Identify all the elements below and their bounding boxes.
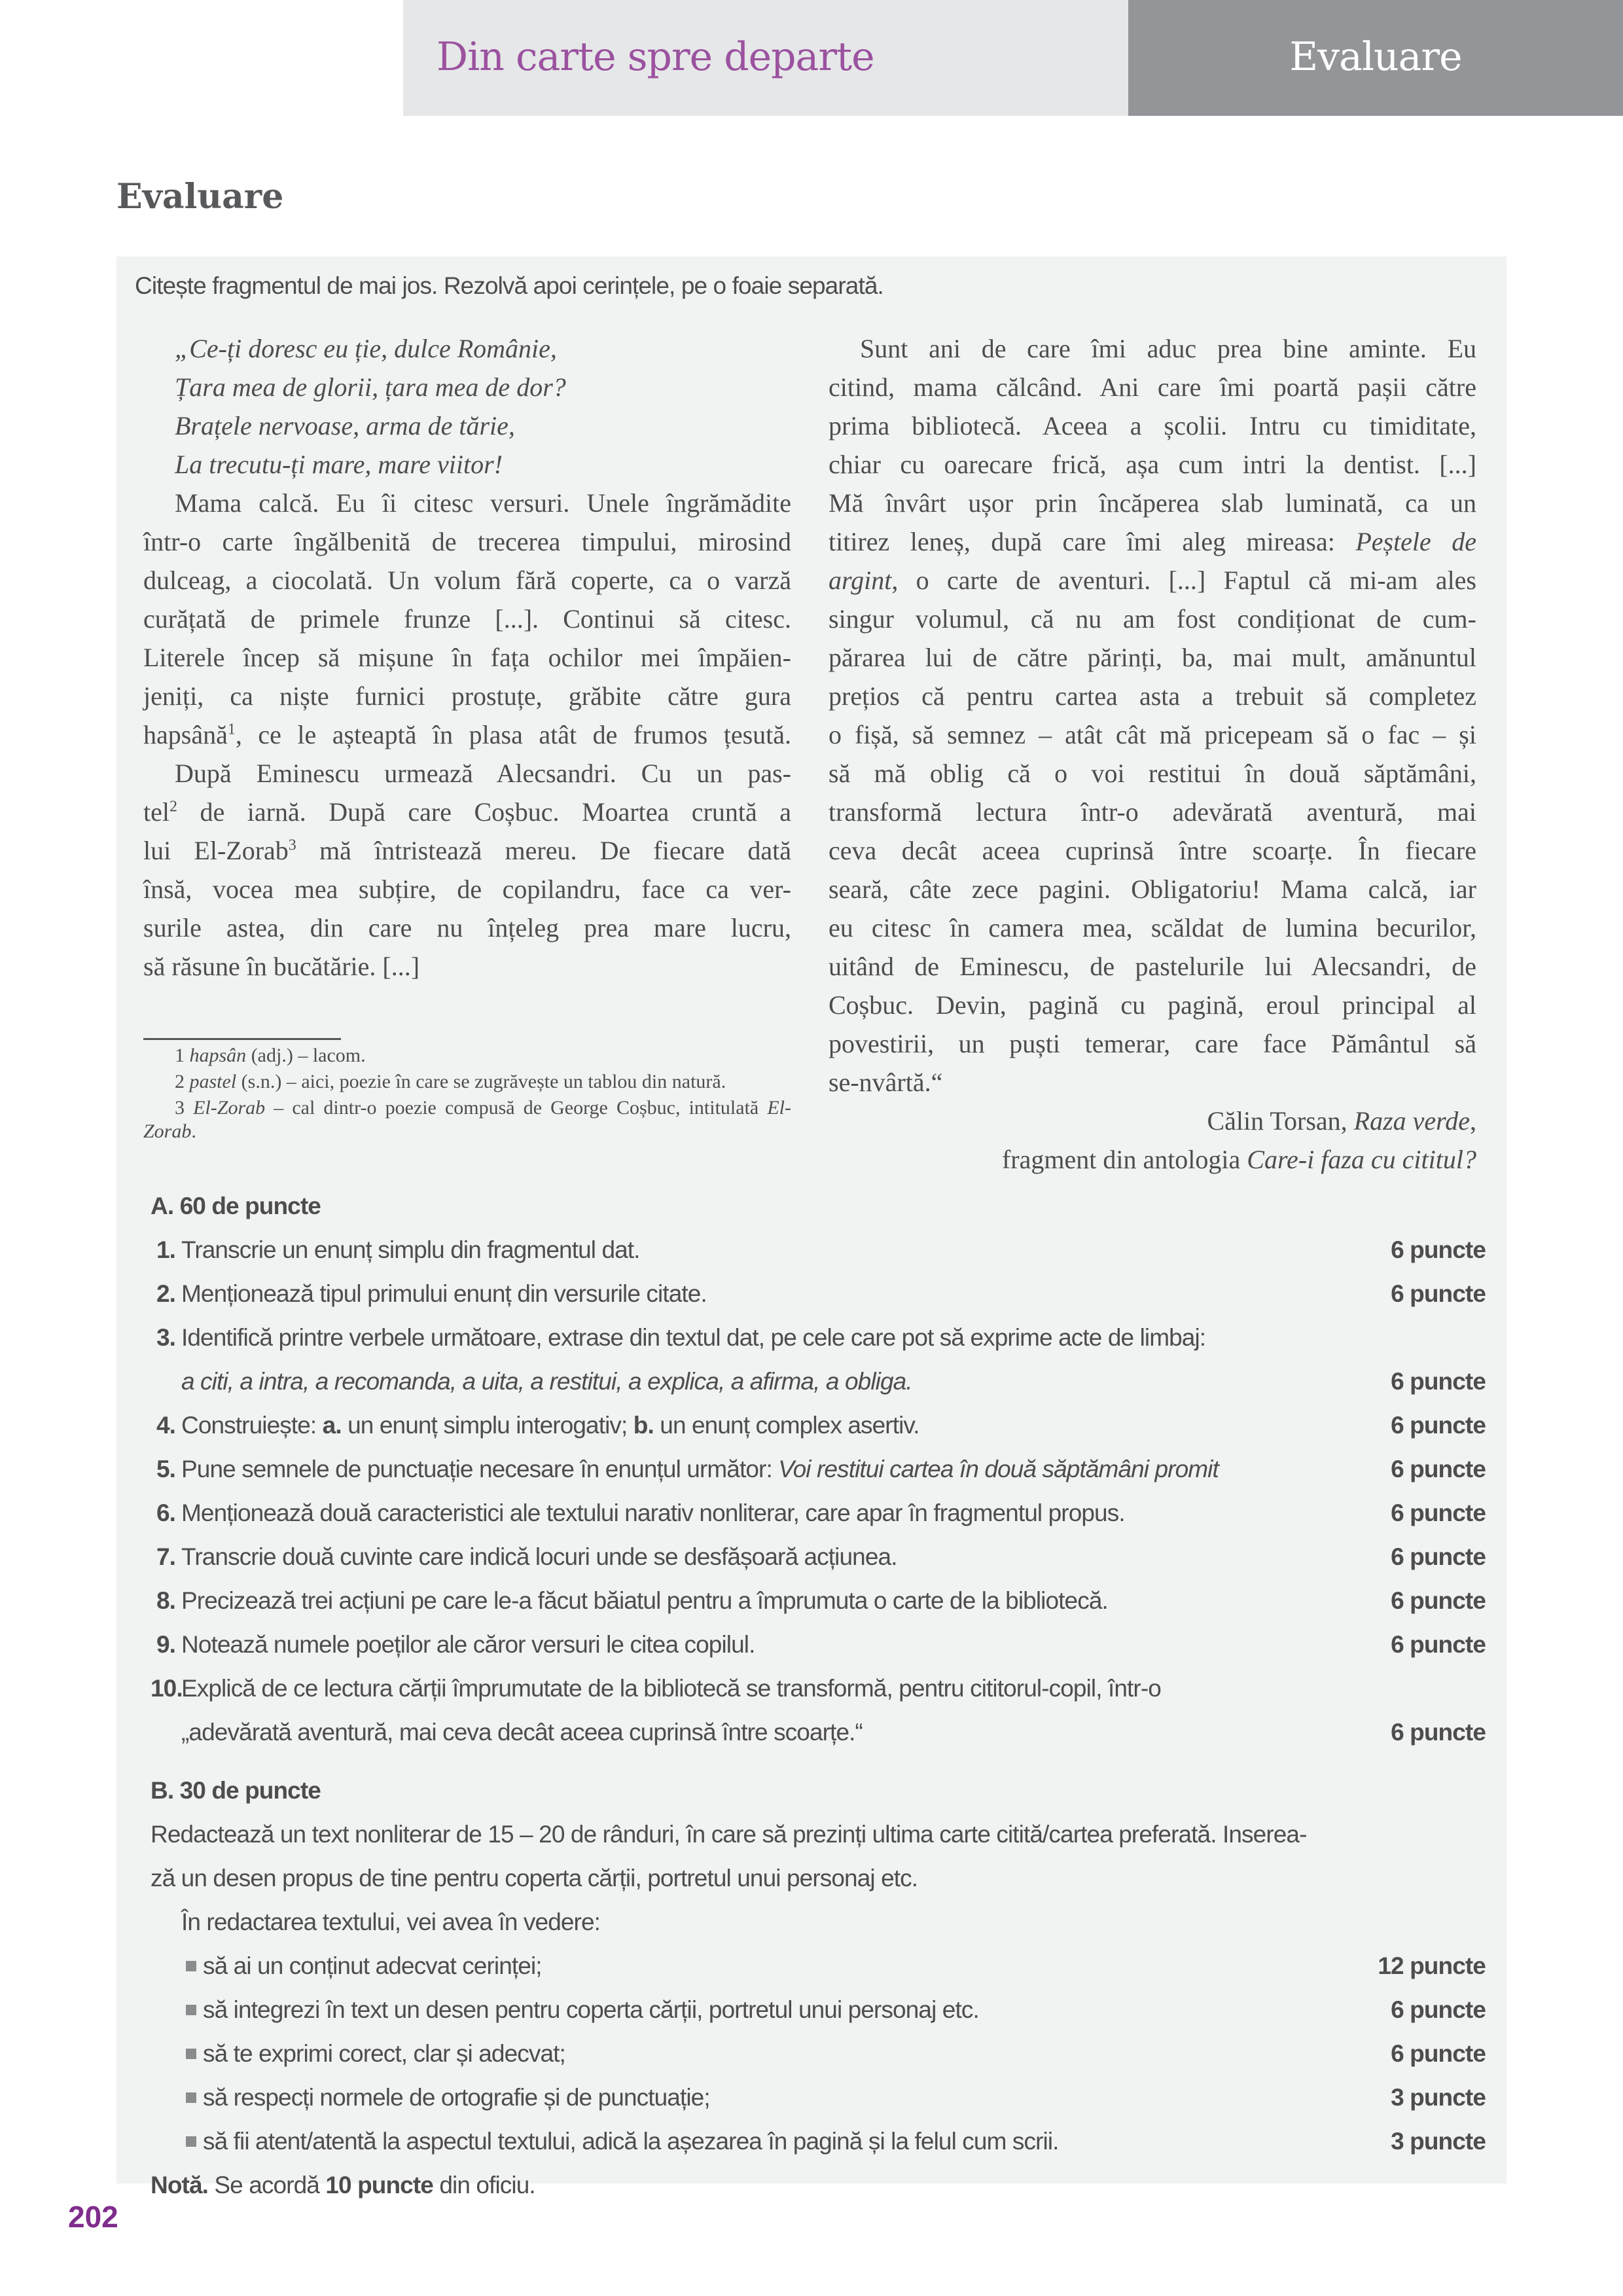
text-line bbox=[829, 329, 1476, 368]
text-line bbox=[829, 445, 1476, 484]
item-text bbox=[181, 1535, 897, 1579]
page-number: 202 bbox=[68, 2200, 118, 2234]
criterion-points: 12 puncte bbox=[1378, 1952, 1486, 1979]
text-segment: Mama calcă. Eu îi citesc versuri. Unele îngrămădite bbox=[175, 488, 791, 518]
text-line bbox=[143, 638, 791, 677]
text-segment: Literele încep să mișune în fața ochilor mei împăien- bbox=[143, 643, 791, 672]
criterion-points: 3 puncte bbox=[1391, 2128, 1486, 2155]
text-line bbox=[829, 522, 1476, 561]
requirement-item bbox=[151, 1535, 1486, 1579]
text-line bbox=[143, 715, 791, 754]
text-line bbox=[143, 600, 791, 638]
requirements bbox=[151, 1184, 1486, 2207]
note-segment: din oficiu. bbox=[433, 2172, 535, 2198]
text-line bbox=[143, 484, 791, 522]
note-label: Notă. bbox=[151, 2172, 209, 2198]
text-segment: Construiește: bbox=[181, 1412, 323, 1439]
criterion-item bbox=[151, 2075, 1486, 2119]
text-segment: povestirii, un puști temerar, care face Pământul să bbox=[829, 1029, 1476, 1058]
text-segment: (adj.) – lacom. bbox=[246, 1045, 366, 1066]
footnote-ref: 1 bbox=[227, 721, 236, 738]
square-bullet-icon bbox=[186, 2092, 196, 2103]
footnote bbox=[143, 1070, 791, 1094]
criterion-points: 3 puncte bbox=[1391, 2084, 1486, 2111]
item-points: 6 puncte bbox=[1391, 1719, 1486, 1746]
text-line bbox=[143, 870, 791, 908]
text-segment: argint bbox=[829, 565, 892, 595]
text-column-left bbox=[143, 329, 791, 986]
text-segment: , ce le așteaptă în plasa atât de frumos țesută. bbox=[235, 720, 791, 749]
text-line bbox=[829, 368, 1476, 406]
item-points: 6 puncte bbox=[1391, 1499, 1486, 1526]
text-segment: 2 bbox=[175, 1071, 190, 1092]
item-number: 10. bbox=[151, 1675, 183, 1702]
text-line bbox=[143, 522, 791, 561]
spacer bbox=[151, 1754, 1486, 1768]
text-segment: seară, câte zece pagini. Obligatoriu! Mama calcă, iar bbox=[829, 874, 1476, 904]
text-segment: El-Zorab bbox=[193, 1097, 266, 1119]
item-text bbox=[181, 1447, 1219, 1491]
task-line bbox=[151, 1812, 1486, 1856]
text-line bbox=[143, 677, 791, 715]
text-segment: Notează numele poeților ale căror versuri le citea copilul. bbox=[181, 1631, 755, 1658]
square-bullet-icon bbox=[186, 2005, 196, 2015]
section-label: Evaluare bbox=[1289, 34, 1462, 80]
item-points: 6 puncte bbox=[1391, 1631, 1486, 1658]
text-segment: Brațele nervoase, arma de tărie, bbox=[175, 411, 515, 440]
poem-line bbox=[143, 329, 791, 368]
text-segment: (s.n.) – aici, poezie în care se zugrăvește un tablou din natură. bbox=[236, 1071, 726, 1092]
item-points: 6 puncte bbox=[1391, 1456, 1486, 1482]
chapter-title: Din carte spre departe bbox=[437, 34, 874, 80]
text-line bbox=[829, 715, 1476, 754]
item-number: 2. bbox=[156, 1280, 175, 1307]
item-text bbox=[181, 1316, 1205, 1359]
criteria-intro-text: În redactarea textului, vei avea în vedere: bbox=[181, 1909, 601, 1935]
text-line bbox=[829, 754, 1476, 793]
text-segment: „Ce-ți doresc eu ție, dulce Românie, bbox=[175, 334, 557, 363]
item-number: 1. bbox=[156, 1236, 175, 1263]
text-segment: Precizează trei acțiuni pe care le-a făcut băiatul pentru a împrumuta o carte de la bibliotecă. bbox=[181, 1587, 1108, 1614]
text-segment: se-nvârtă.“ bbox=[829, 1067, 943, 1097]
item-number: 6. bbox=[156, 1499, 175, 1526]
text-line bbox=[829, 947, 1476, 986]
text-line bbox=[143, 947, 791, 986]
task-line bbox=[151, 1856, 1486, 1900]
text-segment: să răsune în bucătărie. [...] bbox=[143, 952, 420, 981]
text-segment: a. bbox=[322, 1412, 342, 1439]
text-segment: El-Zorab bbox=[143, 1097, 791, 1142]
text-segment: o fișă, să semnez – atât cât mă pricepeam să o fac – și bbox=[829, 720, 1476, 749]
text-segment: . bbox=[191, 1121, 196, 1142]
item-points: 6 puncte bbox=[1391, 1236, 1486, 1263]
text-segment: titirez leneș, după care îmi aleg mireasa: bbox=[829, 527, 1356, 556]
text-segment: chiar cu oarecare frică, așa cum intri la dentist. [...] bbox=[829, 450, 1476, 479]
criterion-text: să te exprimi corect, clar și adecvat; bbox=[203, 2040, 565, 2067]
item-number: 9. bbox=[156, 1631, 175, 1658]
item-points: 6 puncte bbox=[1391, 1368, 1486, 1395]
requirement-item bbox=[151, 1491, 1486, 1535]
text-line bbox=[829, 561, 1476, 600]
criterion-item bbox=[151, 1944, 1486, 1988]
text-segment: să mă oblig că o voi restitui în două săptămâni, bbox=[829, 759, 1476, 788]
item-number: 8. bbox=[156, 1587, 175, 1614]
criterion-item bbox=[151, 1988, 1486, 2032]
text-segment: hapsână bbox=[143, 720, 228, 749]
text-segment: surile astea, din care nu înțeleg prea mare lucru, bbox=[143, 913, 791, 942]
criterion-text: să respecți normele de ortografie și de punctuație; bbox=[203, 2084, 710, 2111]
text-segment: prețios că pentru cartea asta a trebuit să completez bbox=[829, 681, 1476, 711]
text-segment: Mă învârt ușor prin încăperea slab luminată, ca un bbox=[829, 488, 1476, 518]
note-bold: 10 puncte bbox=[325, 2172, 433, 2198]
section-heading: B. 30 de puncte bbox=[151, 1777, 321, 1804]
requirement-item bbox=[151, 1623, 1486, 1666]
text-line bbox=[143, 831, 791, 870]
note-segment: Se acordă bbox=[208, 2172, 326, 2198]
requirement-item bbox=[151, 1316, 1486, 1359]
text-segment: Pune semnele de punctuație necesare în enunțul următor: bbox=[181, 1456, 779, 1482]
header-section-bar bbox=[1128, 0, 1623, 116]
requirement-item bbox=[151, 1579, 1486, 1623]
requirement-item bbox=[151, 1710, 1486, 1754]
item-points: 6 puncte bbox=[1391, 1543, 1486, 1570]
text-segment: La trecutu-ți mare, mare viitor! bbox=[175, 450, 503, 479]
text-segment: Țara mea de glorii, țara mea de dor? bbox=[175, 372, 566, 402]
poem-line bbox=[143, 368, 791, 406]
text-segment: ceva decât aceea cuprinsă între scoarțe. În fiecare bbox=[829, 836, 1476, 865]
text-segment: fragment din antologia bbox=[1001, 1145, 1247, 1174]
text-line bbox=[829, 638, 1476, 677]
text-segment: pastel bbox=[189, 1071, 237, 1092]
text-line bbox=[829, 793, 1476, 831]
text-line bbox=[829, 870, 1476, 908]
text-line bbox=[143, 754, 791, 793]
text-line bbox=[829, 484, 1476, 522]
text-segment: eu citesc în camera mea, scăldat de lumina becurilor, bbox=[829, 913, 1476, 942]
instructions: Citește fragmentul de mai jos. Rezolvă apoi cerințele, pe o foaie separată. bbox=[135, 272, 883, 299]
text-line bbox=[829, 406, 1476, 445]
footnote-divider bbox=[143, 1038, 341, 1040]
attribution-line bbox=[829, 1140, 1476, 1179]
criterion-points: 6 puncte bbox=[1391, 1996, 1486, 2023]
criterion-text: să ai un conținut adecvat cerinței; bbox=[203, 1952, 542, 1979]
text-segment: părarea lui de către părinți, ba, mai mult, amănuntul bbox=[829, 643, 1476, 672]
text-line bbox=[143, 793, 791, 831]
square-bullet-icon bbox=[186, 1961, 196, 1971]
text-segment: tel bbox=[143, 797, 169, 827]
text-segment: , o carte de aventuri. [...] Faptul că mi-am ales bbox=[891, 565, 1476, 595]
text-segment: mă întristează mereu. De fiecare dată bbox=[296, 836, 791, 865]
text-column-right bbox=[829, 329, 1476, 1179]
text-segment: într-o carte îngălbenită de trecerea timpului, mirosind bbox=[143, 527, 791, 556]
text-segment: Menționează două caracteristici ale textului narativ nonliterar, care apar în fragmentul propus. bbox=[181, 1499, 1125, 1526]
item-text bbox=[181, 1228, 640, 1272]
item-text bbox=[181, 1579, 1108, 1623]
footnote bbox=[143, 1044, 791, 1067]
text-segment: un enunț simplu interogativ; bbox=[341, 1412, 633, 1439]
text-segment: „adevărată aventură, mai ceva decât aceea cuprinsă între scoarțe.“ bbox=[181, 1719, 863, 1746]
text-segment: , bbox=[1470, 1106, 1476, 1136]
text-segment: Raza verde bbox=[1353, 1106, 1470, 1136]
text-line bbox=[829, 1063, 1476, 1102]
text-segment: uitând de Eminescu, de pastelurile lui Alecsandri, de bbox=[829, 952, 1476, 981]
text-segment: Menționează tipul primului enunț din versurile citate. bbox=[181, 1280, 707, 1307]
requirement-item bbox=[151, 1403, 1486, 1447]
footnote-ref: 2 bbox=[169, 798, 177, 816]
text-segment: singur volumul, că nu am fost condiționat de cum- bbox=[829, 604, 1476, 634]
text-segment: Sunt ani de care îmi aduc prea bine aminte. Eu bbox=[860, 334, 1476, 363]
requirement-item bbox=[151, 1228, 1486, 1272]
text-segment: – cal dintr-o poezie compusă de George Coșbuc, intitulată bbox=[265, 1097, 768, 1119]
text-segment: Explică de ce lectura cărții împrumutate de la bibliotecă se transformă, pentru cititorul-copil, într-o bbox=[181, 1675, 1161, 1702]
item-text bbox=[181, 1666, 1161, 1710]
text-segment: Voi restitui cartea în două săptămâni promit bbox=[778, 1456, 1219, 1482]
text-line bbox=[829, 908, 1476, 947]
text-segment: însă, vocea mea subțire, de copilandru, face ca ver- bbox=[143, 874, 791, 904]
text-segment: Transcrie două cuvinte care indică locuri unde se desfășoară acțiunea. bbox=[181, 1543, 897, 1570]
footnote-ref: 3 bbox=[288, 836, 296, 854]
text-line bbox=[829, 677, 1476, 715]
text-segment: După Eminescu urmează Alecsandri. Cu un pas- bbox=[175, 759, 791, 788]
item-text bbox=[181, 1710, 863, 1754]
poem-line bbox=[143, 445, 791, 484]
text-segment: Transcrie un enunț simplu din fragmentul dat. bbox=[181, 1236, 640, 1263]
task-text: Redactează un text nonliterar de 15 – 20 de rânduri, în care să prezinți ultima carte citită/cartea preferată. Inserea- bbox=[151, 1821, 1307, 1848]
text-segment: dulceag, a ciocolată. Un volum fără coperte, ca o varză bbox=[143, 565, 791, 595]
requirement-item bbox=[151, 1447, 1486, 1491]
criterion-text: să fii atent/atentă la aspectul textului, adică la așezarea în pagină și la felul cum scrii. bbox=[203, 2128, 1059, 2155]
text-segment: hapsân bbox=[189, 1045, 247, 1066]
item-number: 4. bbox=[156, 1412, 175, 1439]
item-points: 6 puncte bbox=[1391, 1280, 1486, 1307]
text-segment: un enunț complex asertiv. bbox=[653, 1412, 919, 1439]
text-line bbox=[143, 908, 791, 947]
section-a-heading bbox=[151, 1184, 1486, 1228]
criterion-item bbox=[151, 2119, 1486, 2163]
text-segment: de iarnă. După care Coșbuc. Moartea cruntă a bbox=[177, 797, 791, 827]
text-line bbox=[829, 600, 1476, 638]
item-number: 5. bbox=[156, 1456, 175, 1482]
text-segment: citind, mama călcând. Ani care îmi poartă pașii către bbox=[829, 372, 1476, 402]
text-segment: Coșbuc. Devin, pagină cu pagină, eroul principal al bbox=[829, 990, 1476, 1020]
square-bullet-icon bbox=[186, 2136, 196, 2147]
text-segment: a citi, a intra, a recomanda, a uita, a restitui, a explica, a afirma, a obliga. bbox=[181, 1368, 912, 1395]
item-text bbox=[181, 1272, 707, 1316]
item-text bbox=[181, 1403, 919, 1447]
criterion-item bbox=[151, 2032, 1486, 2075]
text-line bbox=[143, 561, 791, 600]
text-segment: Peștele de bbox=[1355, 527, 1476, 556]
text-segment: 1 bbox=[175, 1045, 190, 1066]
footnote bbox=[143, 1096, 791, 1143]
item-points: 6 puncte bbox=[1391, 1412, 1486, 1439]
item-points: 6 puncte bbox=[1391, 1587, 1486, 1614]
poem-line bbox=[143, 406, 791, 445]
attribution-line bbox=[829, 1102, 1476, 1140]
text-segment: curățată de primele frunze [...]. Continui să citesc. bbox=[143, 604, 791, 634]
item-number: 7. bbox=[156, 1543, 175, 1570]
page-title: Evaluare bbox=[116, 177, 284, 217]
criterion-text: să integrezi în text un desen pentru coperta cărții, portretul unui personaj etc. bbox=[203, 1996, 979, 2023]
text-segment: Identifică printre verbele următoare, extrase din textul dat, pe cele care pot să exprime acte de limbaj: bbox=[181, 1324, 1206, 1351]
square-bullet-icon bbox=[186, 2049, 196, 2059]
requirement-item bbox=[151, 1272, 1486, 1316]
text-line bbox=[829, 1024, 1476, 1063]
note bbox=[151, 2163, 1486, 2207]
requirement-item bbox=[151, 1666, 1486, 1710]
text-segment: transformă lectura într-o adevărată aventură, mai bbox=[829, 797, 1476, 827]
section-heading: A. 60 de puncte bbox=[151, 1193, 321, 1219]
item-number: 3. bbox=[156, 1324, 175, 1351]
text-segment: 3 bbox=[175, 1097, 194, 1119]
item-text bbox=[181, 1359, 912, 1403]
note-text bbox=[151, 2163, 535, 2207]
text-line bbox=[829, 986, 1476, 1024]
text-segment: lui El-Zorab bbox=[143, 836, 289, 865]
text-line bbox=[829, 831, 1476, 870]
footnotes bbox=[143, 1044, 791, 1146]
text-segment: Călin Torsan, bbox=[1207, 1106, 1354, 1136]
text-segment: prima bibliotecă. Aceea a școlii. Intru cu timiditate, bbox=[829, 411, 1476, 440]
text-segment: Care-i faza cu cititul? bbox=[1247, 1145, 1476, 1174]
task-text: ză un desen propus de tine pentru coperta cărții, portretul unui personaj etc. bbox=[151, 1865, 918, 1892]
item-text bbox=[181, 1623, 755, 1666]
text-segment: jeniți, ca niște furnici prostuțe, grăbite către gura bbox=[143, 681, 791, 711]
criteria-intro bbox=[151, 1900, 1486, 1944]
section-b-heading bbox=[151, 1768, 1486, 1812]
header-chapter-bar bbox=[403, 0, 1128, 116]
text-segment: b. bbox=[633, 1412, 654, 1439]
criterion-points: 6 puncte bbox=[1391, 2040, 1486, 2067]
item-text bbox=[181, 1491, 1125, 1535]
requirement-item bbox=[151, 1359, 1486, 1403]
